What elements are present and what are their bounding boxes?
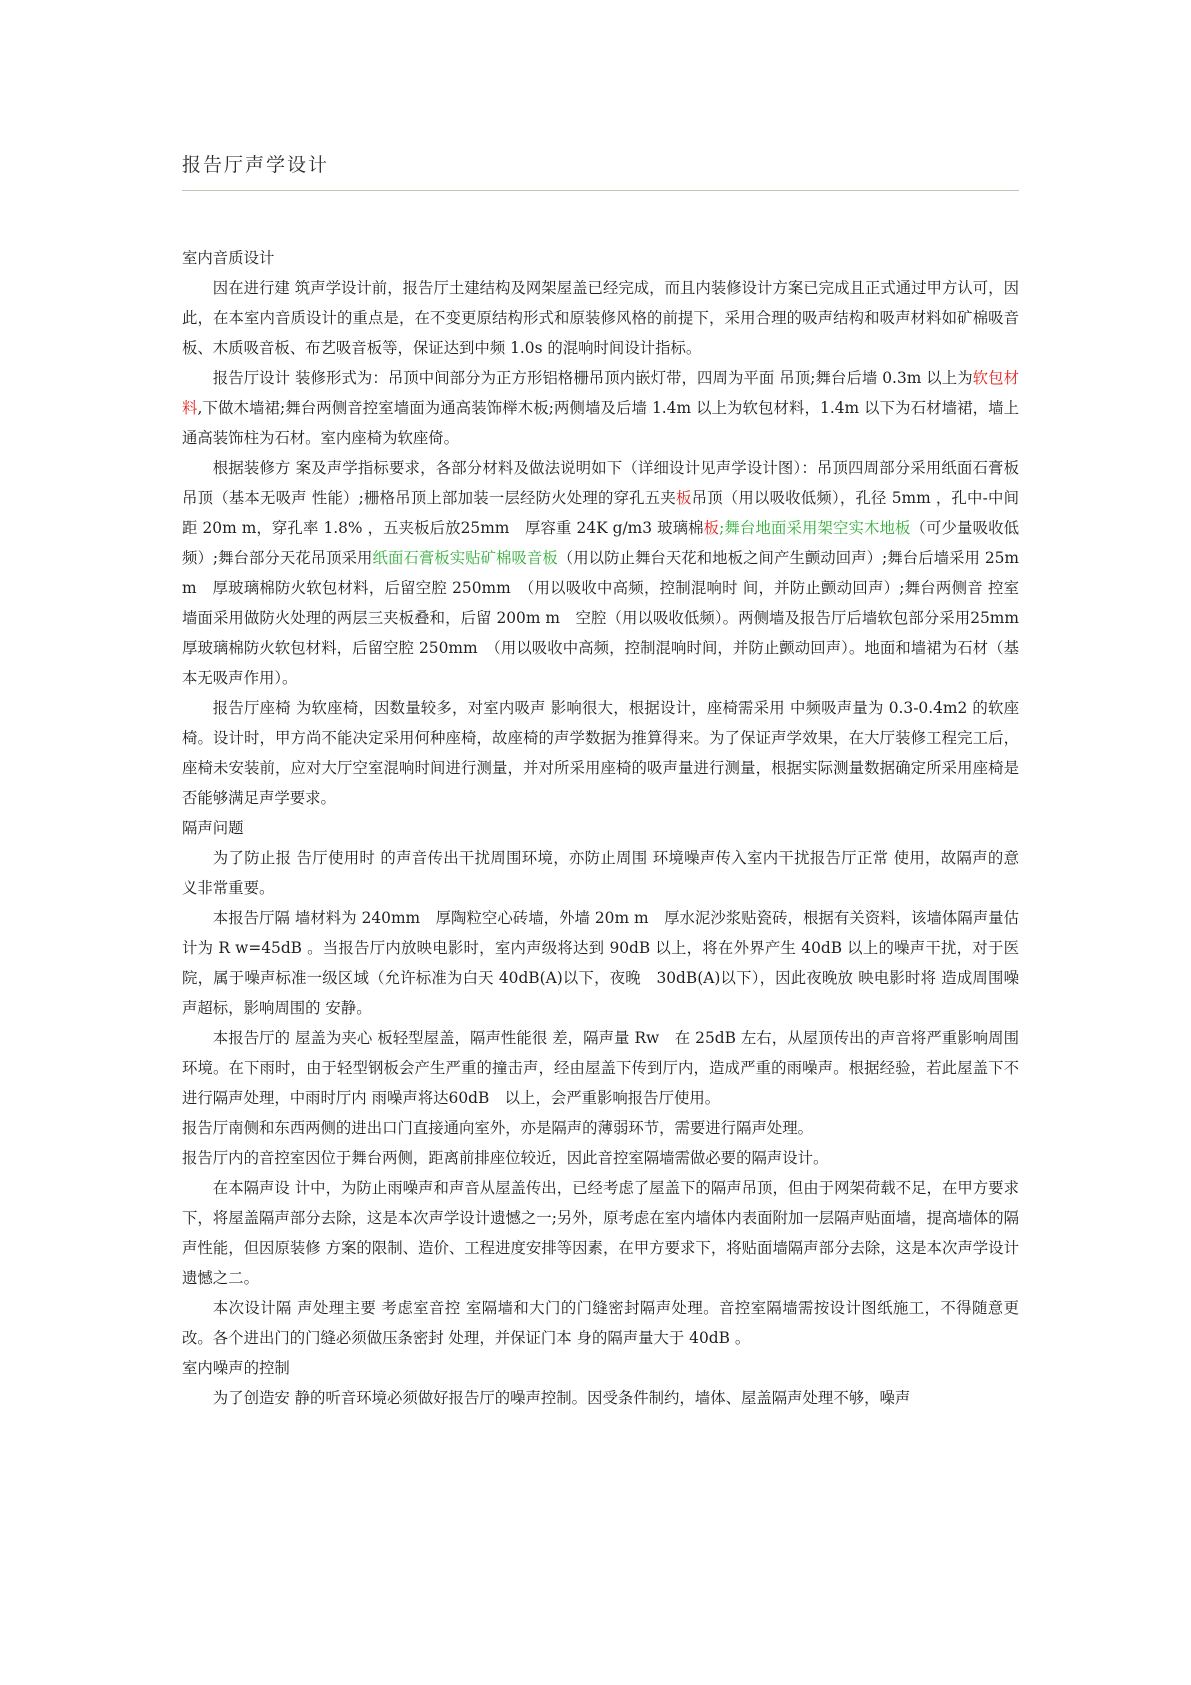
paragraph: 报告厅座椅 为软座椅，因数量较多，对室内吸声 影响很大，根据设计，座椅需采用 中频吸声量为 0.3-0.4m2 的软座椅。设计时，甲方尚不能决定采用何种座椅，故座椅的声学数据为推算得来。为了保证声学效果，在大厅装修工程完工后，座椅未安装前，应对大厅空室混响时间进行测量，并对所采用座椅的吸声量进行测量，根据实际测量数据确定所采用座椅是否能够满足声学要求。 <box>182 699 1019 807</box>
text-run: ,下做木墙裙;舞台两侧音控室墙面为通高装饰榉木板;两侧墙及后墙 1.4m 以上为软包材料，1.4m 以下为石材墙裙，墙上通高装饰柱为石材。室内座椅为软座倚。 <box>182 399 1019 447</box>
document-title: 报告厅声学设计 <box>182 154 330 176</box>
paragraph: 为了防止报 告厅使用时 的声音传出干扰周围环境，亦防止周围 环境噪声传入室内干扰报告厅正常 使用，故隔声的意 义非常重要。 <box>182 849 1019 897</box>
section-heading-acoustic-quality: 室内音质设计 <box>182 249 275 267</box>
paragraph: 本报告厅的 屋盖为夹心 板轻型屋盖，隔声性能很 差，隔声量 Rw 在 25dB 左右，从屋顶传出的声音将严重影响周围环境。在下雨时，由于轻型钢板会产生严重的撞击声，经由屋盖下传到厅内，造成严重的雨噪声。根据经验，若此屋盖下不进行隔声处理，中雨时厅内 雨噪声将达60dB 以上，会严重影响报告厅使用。 <box>182 1029 1019 1107</box>
paragraph <box>182 363 1019 453</box>
text-run: 报告厅设计 装修形式为：吊顶中间部分为正方形铝格栅吊顶内嵌灯带，四周为平面 吊顶;舞台后墙 0.3m 以上为 <box>212 369 973 387</box>
text-run: 根据装修方 案及声学指标要求，各部分材料及做法说明如下（详细设计见声学设计图）：吊顶四周部分采用纸面石膏板吊顶（基本无吸声 性能）;栅格吊顶上部加装一层经防火处理的穿孔五夹 <box>182 459 1019 507</box>
highlight-red-text: 软包材料 <box>182 369 1019 417</box>
text-run: （可少量吸收低频）;舞台部分天花吊顶采用 <box>182 519 1019 567</box>
paragraph: 为了创造安 静的听音环境必须做好报告厅的噪声控制。因受条件制约，墙体、屋盖隔声处理不够，噪声 <box>212 1389 911 1407</box>
paragraph: 因在进行建 筑声学设计前，报告厅土建结构及网架屋盖已经完成，而且内装修设计方案已完成且正式通过甲方认可，因此，在本室内音质设计的重点是，在不变更原结构形式和原装修风格的前提下，采用合理的吸声结构和吸声材料如矿棉吸音板、木质吸音板、布艺吸音板等，保证达到中频 1.0s 的混响时间设计指标。 <box>182 279 1019 357</box>
highlight-red-text: 板 <box>703 519 720 537</box>
highlight-red-text: 板 <box>675 489 692 507</box>
paragraph <box>182 453 1035 693</box>
title-divider <box>182 190 1019 191</box>
paragraph: 在本隔声设 计中，为防止雨噪声和声音从屋盖传出，已经考虑了屋盖下的隔声吊顶，但由于网架荷载不足，在甲方要求下，将屋盖隔声部分去除，这是本次声学设计遗憾之一;另外，原考虑在室内墙体内表面附加一层隔声贴面墙，提高墙体的隔声性能，但因原装修 方案的限制、造价、工程进度安排等因素，在甲方要求下，将贴面墙隔声部分去除，这是本次声学设计遗憾之二。 <box>182 1179 1019 1287</box>
document-body <box>182 243 1035 1413</box>
text-run: 吊顶（用以吸收低频），孔径 5mm ，孔中-中间距 20m m，穿孔率 1.8% ，五夹板后放25mm 厚容重 24K g/m3 玻璃棉 <box>182 489 1020 537</box>
highlight-green-text: ;舞台地面采用架空实木地板 <box>719 519 911 537</box>
section-heading-sound-insulation: 隔声问题 <box>182 819 244 837</box>
text-run: （用以防止舞台天花和地板之间产生颤动回声）;舞台后墙采用 25mm 厚玻璃棉防火软包材料，后留空腔 250mm （用以吸收中高频，控制混响时 间，并防止颤动回声）;舞台两侧音 控室墙面采用做防火处理的两层三夹板叠和，后留 200m m 空腔（用以吸收低频）。两侧墙及报告厅后墙软包部分采用25mm 厚玻璃棉防火软包材料，后留空腔 250mm （用以吸收中高频，控制混响时间，并防止颤动回声）。地面和墙裙为石材（基本无吸声作用）。 <box>182 549 1035 687</box>
highlight-green-text: 纸面石膏板实贴矿棉吸音板 <box>372 549 558 567</box>
section-heading-noise-control: 室内噪声的控制 <box>182 1359 290 1377</box>
paragraph: 本报告厅隔 墙材料为 240mm 厚陶粒空心砖墙，外墙 20m m 厚水泥沙浆贴瓷砖，根据有关资料，该墙体隔声量估计为 R w=45dB 。当报告厅内放映电影时，室内声级将达到 90dB 以上，将在外界产生 40dB 以上的噪声干扰，对于医院，属于噪声标准一级区域（允许标准为白天 40dB(A)以下，夜晚 30dB(A)以下），因此夜晚放 映电影时将 造成周围噪 声超标，影响周围的 安静。 <box>182 909 1019 1017</box>
paragraph: 报告厅南侧和东西两侧的进出口门直接通向室外，亦是隔声的薄弱环节，需要进行隔声处理。 <box>182 1119 814 1137</box>
paragraph: 报告厅内的音控室因位于舞台两侧，距离前排座位较近，因此音控室隔墙需做必要的隔声设计。 <box>182 1149 829 1167</box>
paragraph: 本次设计隔 声处理主要 考虑室音控 室隔墙和大门的门缝密封隔声处理。音控室隔墙需按设计图纸施工，不得随意更改。各个进出门的门缝必须做压条密封 处理，并保证门本 身的隔声量大于 40dB 。 <box>182 1299 1019 1347</box>
